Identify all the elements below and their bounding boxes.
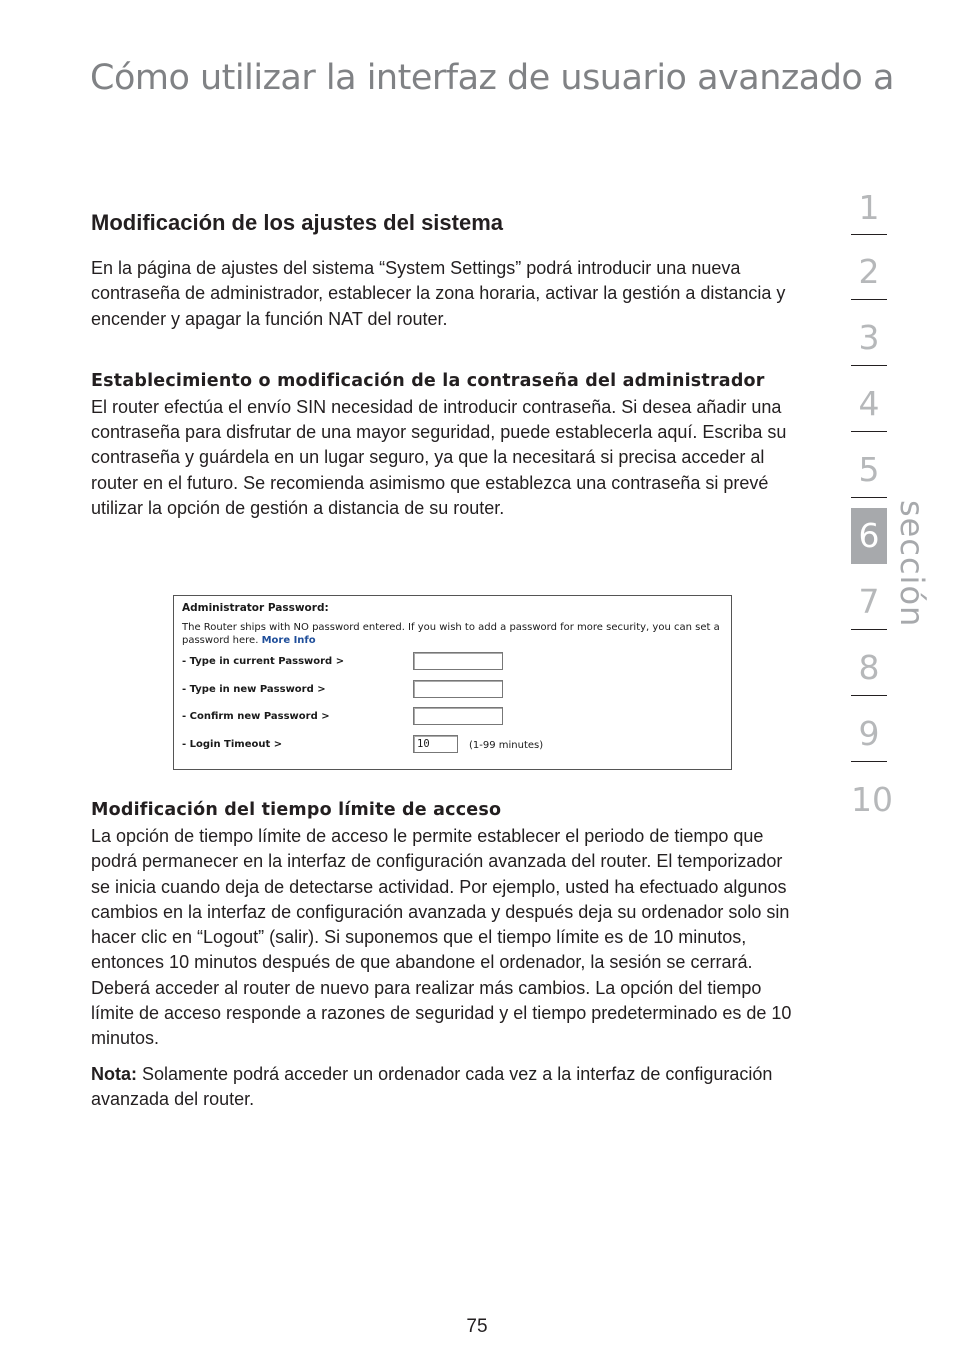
login-timeout-label: - Login Timeout >: [182, 739, 283, 750]
confirm-password-label: - Confirm new Password >: [182, 711, 330, 722]
section-heading: Modificación de los ajustes del sistema: [91, 210, 504, 235]
section-label: sección: [893, 500, 931, 628]
section-nav-item-10: 10: [851, 780, 893, 819]
note-label: Nota:: [91, 1063, 137, 1084]
timeout-content: [91, 796, 801, 1112]
admin-password-title: Administrator Password:: [182, 602, 329, 614]
current-password-row: [182, 652, 722, 672]
section-intro: En la página de ajustes del sistema “System Settings” podrá introducir una nueva contraseña de administrador, establecer la zona horaria, activar la gestión a distancia y encender y apagar la función NAT del router.: [91, 258, 786, 329]
password-body: El router efectúa el envío SIN necesidad de introducir contraseña. Si desea añadir una contraseña para disfrutar de una mayor seguridad, puede establecerla aquí. Escriba su contraseña y guárdela en un lugar seguro, ya que la necesitará si precisa acceder al router en el futuro. Se recomienda asimismo que establezca una contraseña si prevé utilizar la opción de gestión a distancia de su router.: [91, 396, 787, 519]
admin-password-description: [182, 621, 722, 647]
current-password-input[interactable]: [413, 652, 503, 670]
new-password-input[interactable]: [413, 680, 503, 698]
note-paragraph: [91, 1062, 801, 1113]
section-nav-item-5: 5: [858, 450, 880, 489]
confirm-password-row: [182, 707, 722, 727]
password-heading: Establecimiento o modificación de la contraseña del administrador: [91, 370, 765, 391]
section-nav-item-8: 8: [858, 648, 880, 687]
confirm-password-input[interactable]: [413, 707, 503, 725]
timeout-heading: Modificación del tiempo límite de acceso: [91, 800, 502, 820]
section-nav-item-1: 1: [858, 188, 880, 227]
section-nav-item-9: 9: [858, 714, 880, 753]
login-timeout-row: [182, 735, 722, 755]
note-text: Solamente podrá acceder un ordenador cada vez a la interfaz de configuración avanzada del router.: [91, 1063, 773, 1109]
current-password-label: - Type in current Password >: [182, 656, 345, 667]
timeout-body: La opción de tiempo límite de acceso le permite establecer el periodo de tiempo que podrá permanecer en la interfaz de configuración avanzada del router. El temporizador se inicia cuando deja de detectarse actividad. Por ejemplo, usted ha efectuado algunos cambios en la interfaz de configuración avanzada y después deja su ordenador solo sin hacer clic en “Logout” (salir). Si suponemos que el tiempo límite es de 10 minutos, entonces 10 minutos después de que abandone el ordenador, la sesión se cerrará. Deberá acceder al router de nuevo para realizar más cambios. La opción del tiempo límite de acceso responde a razones de seguridad y el tiempo predeterminado es de 10 minutos.: [91, 826, 792, 1049]
more-info-link[interactable]: More Info: [261, 635, 316, 646]
admin-password-description-text: The Router ships with NO password entered. If you wish to add a password for more security, you can set a password here.: [182, 622, 720, 646]
section-nav-item-3: 3: [858, 318, 880, 357]
section-nav-item-6-active: 6: [851, 508, 887, 564]
admin-password-screenshot: [173, 595, 732, 770]
section-nav-item-7: 7: [858, 582, 880, 621]
main-content: [91, 210, 801, 521]
new-password-label: - Type in new Password >: [182, 684, 326, 695]
page-number: 75: [466, 1316, 488, 1337]
login-timeout-hint: (1-99 minutes): [469, 740, 544, 751]
login-timeout-input[interactable]: 10: [413, 735, 458, 753]
section-nav-item-2: 2: [858, 252, 880, 291]
new-password-row: [182, 680, 722, 700]
page-title: Cómo utilizar la interfaz de usuario avanzado a: [90, 58, 894, 98]
section-nav-item-4: 4: [858, 384, 880, 423]
